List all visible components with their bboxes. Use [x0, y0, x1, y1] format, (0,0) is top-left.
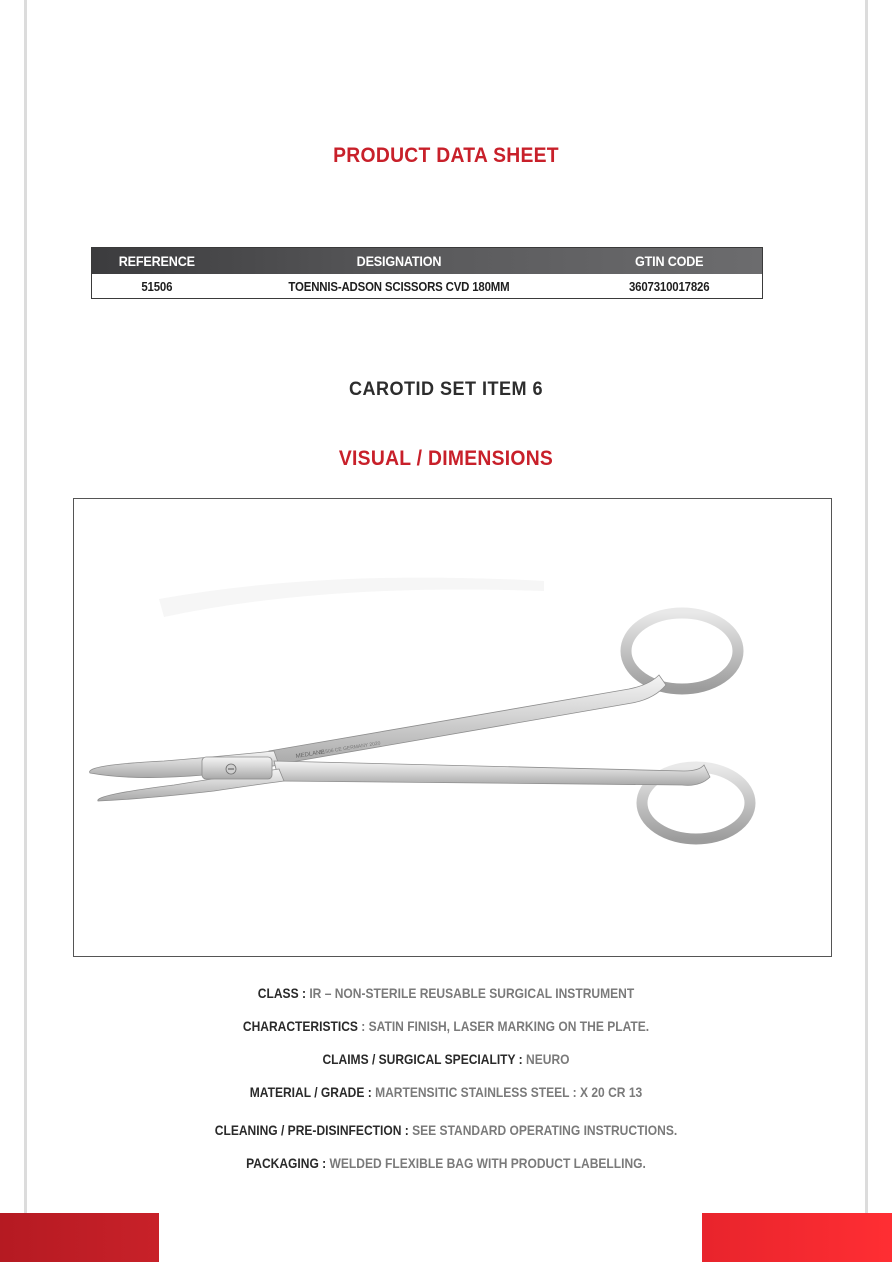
product-visual-frame [73, 498, 832, 957]
engraving-brand: MEDLANE [295, 749, 325, 760]
left-border-line [24, 0, 27, 1215]
spec-value: NEURO [522, 1051, 570, 1067]
reference-table [91, 247, 763, 299]
right-border-line [865, 0, 868, 1215]
spec-cleaning [62, 1122, 829, 1138]
spec-label: MATERIAL / GRADE : [249, 1084, 372, 1100]
reference-value: 51506 [141, 278, 173, 294]
table-row [92, 274, 762, 298]
designation-value: TOENNIS-ADSON SCISSORS CVD 180MM [288, 278, 510, 294]
column-header-designation: DESIGNATION [356, 253, 441, 269]
spec-value: SEE STANDARD OPERATING INSTRUCTIONS. [408, 1122, 678, 1138]
curved-scissors-image [74, 499, 831, 956]
footer-bar-right [702, 1213, 892, 1262]
footer-bar-left [0, 1213, 159, 1262]
column-header-reference: REFERENCE [118, 253, 195, 269]
reflection-shadow [159, 578, 544, 617]
gtin-value: 3607310017826 [628, 278, 709, 294]
spec-label: CLASS : [257, 985, 306, 1001]
spec-value: IR – NON-STERILE REUSABLE SURGICAL INSTRUMENT [305, 985, 635, 1001]
spec-label: CLAIMS / SURGICAL SPECIALITY : [322, 1051, 523, 1067]
upper-finger-ring [626, 613, 738, 689]
visual-section-title: VISUAL / DIMENSIONS [338, 447, 554, 470]
spec-packaging [62, 1155, 829, 1171]
spec-value: WELDED FLEXIBLE BAG WITH PRODUCT LABELLING. [326, 1155, 646, 1171]
spec-material [62, 1084, 829, 1100]
spec-label: CLEANING / PRE-DISINFECTION : [214, 1122, 409, 1138]
lower-shank [274, 761, 710, 785]
page-title: PRODUCT DATA SHEET [333, 144, 559, 167]
spec-label: CHARACTERISTICS [242, 1018, 358, 1034]
spec-class [62, 985, 829, 1001]
spec-characteristics [62, 1018, 829, 1034]
spec-value: : SATIN FINISH, LASER MARKING ON THE PLATE. [357, 1018, 650, 1034]
table-header-row [92, 248, 762, 274]
box-joint [202, 757, 272, 779]
spec-value: MARTENSITIC STAINLESS STEEL : X 20 CR 13 [371, 1084, 643, 1100]
column-header-gtin: GTIN CODE [634, 253, 703, 269]
set-item-subtitle: CAROTID SET ITEM 6 [348, 379, 544, 400]
engraving-text: 51506 CE GERMANY 2020 [319, 740, 381, 756]
spec-label: PACKAGING : [246, 1155, 327, 1171]
spec-claims [62, 1051, 829, 1067]
